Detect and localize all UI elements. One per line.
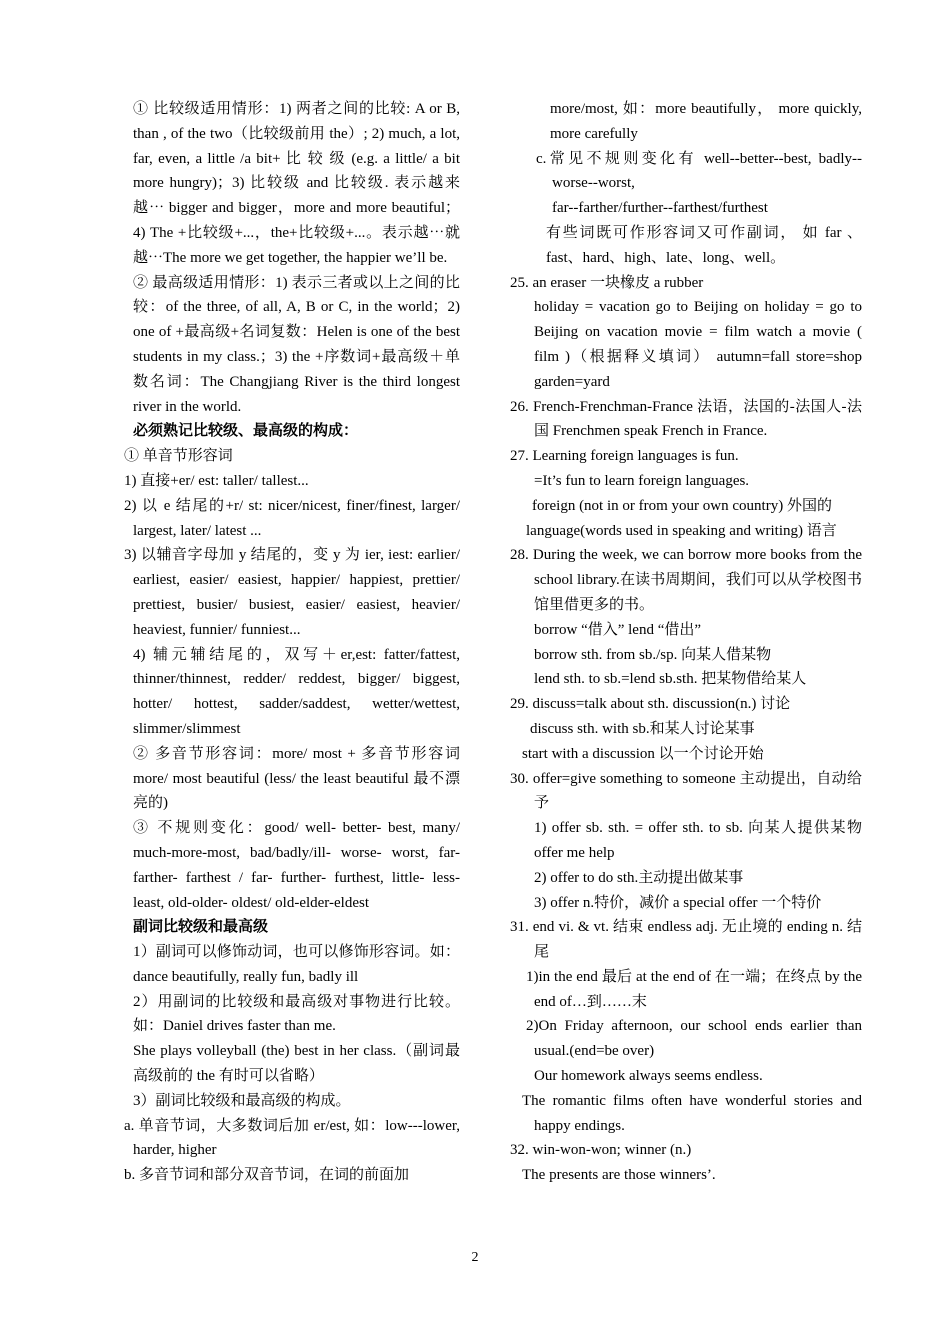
- left-paragraph-6: 3) 以辅音字母加 y 结尾的，变 y 为 ier, iest: earlier/ earliest, easier/ easiest, happier/ happiest, prettier/ prettiest, busier/ busiest, easier/ easiest, heavier/ heaviest, funnier/ funniest...: [124, 547, 460, 638]
- right-paragraph-4: 25. an eraser 一块橡皮 a rubber: [510, 274, 704, 291]
- right-paragraph-6: 26. French-Frenchman-France 法语，法国的-法国人-法国 Frenchmen speak French in France.: [510, 398, 862, 440]
- left-paragraph-2: 必须熟记比较级、最高级的构成：: [133, 423, 359, 440]
- left-paragraph-5: 2) 以 e 结尾的+r/ st: nicer/nicest, finer/finest, larger/ largest, later/ latest ...: [124, 497, 460, 539]
- left-paragraph-7: 4) 辅元辅结尾的，双写＋er,est: fatter/fattest, thinner/thinnest, redder/ reddest, bigger/ biggest, hotter/ hottest, sadder/saddest, wetter/wettest, slimmer/slimmest: [133, 646, 460, 737]
- right-paragraph-3: 有些词既可作形容词又可作副词， 如 far 、fast、hard、high、late、long、well。: [546, 224, 862, 266]
- page-number: 2: [471, 1250, 479, 1265]
- left-paragraph-4: 1) 直接+er/ est: taller/ tallest...: [124, 472, 309, 489]
- left-paragraph-1: ② 最高级适用情形：1) 表示三者或以上之间的比较：of the three, of all, A, B or C, in the world；2) one of +最高级+名词复数：Helen is one of the best students in my class.；3) the +序数词+最高级＋单数名词：The Changjiang River is the third longest river in the world.: [133, 274, 460, 415]
- right-paragraph-5: holiday = vacation go to Beijing on holiday = go to Beijing on vacation movie = film watch a movie ( film )（根据释义填词） autumn=fall store=shop garden=yard: [534, 299, 862, 390]
- right-paragraph-19: 1) offer sb. sth. = offer sth. to sb. 向某人提供某物 offer me help: [534, 820, 862, 861]
- left-paragraph-9: ③ 不规则变化：good/ well- better- best, many/ much-more-most, bad/badly/ill- worse- worst, far- farther- farthest / far- further- furthest, little- less-least, old-older- oldest/ old-elder-eldest: [133, 820, 460, 911]
- left-paragraph-12: 2）用副词的比较级和最高级对事物进行比较。如：Daniel drives faster than me.: [133, 993, 460, 1035]
- right-paragraph-21: 3) offer n.特价，减价 a special offer 一个特价: [534, 894, 822, 911]
- right-paragraph-9: foreign (not in or from your own country) 外国的: [532, 497, 832, 514]
- right-paragraph-17: start with a discussion 以一个讨论开始: [522, 745, 764, 762]
- right-paragraph-10: language(words used in speaking and writing) 语言: [526, 522, 837, 539]
- right-paragraph-2: far--farther/further--farthest/furthest: [552, 200, 768, 217]
- right-paragraph-8: =It’s fun to learn foreign languages.: [534, 472, 750, 489]
- left-paragraph-3: ① 单音节形容词: [124, 448, 233, 465]
- right-paragraph-12: borrow “借入” lend “借出”: [534, 621, 702, 638]
- left-column: [124, 97, 460, 1188]
- left-paragraph-14: 3）副词比较级和最高级的构成。: [133, 1092, 351, 1109]
- left-paragraph-0: ① 比较级适用情形：1) 两者之间的比较: A or B, than , of the two（比较级前用 the）; 2) much, a lot, far, even, a little /a bit+ 比 较 级 (e.g. a little/ a bit more hungry)；3) 比较级 and 比较级. 表示越来越⋯ bigger and bigger，more and more beautiful；4) The +比较级+...，the+比较级+...。表示越⋯就越⋯The more we get together, the happier we’ll be.: [133, 101, 460, 266]
- right-paragraph-16: discuss sth. with sb.和某人讨论某事: [530, 720, 755, 737]
- left-paragraph-13: She plays volleyball (the) best in her class.（副词最高级前的 the 有时可以省略）: [133, 1043, 460, 1085]
- right-paragraph-13: borrow sth. from sb./sp. 向某人借某物: [534, 646, 772, 663]
- right-paragraph-23: 1)in the end 最后 at the end of 在一端；在终点 by the end of…到……末: [526, 968, 862, 1010]
- right-paragraph-18: 30. offer=give something to someone 主动提出，自动给予: [510, 770, 862, 812]
- left-paragraph-16: b. 多音节词和部分双音节词，在词的前面加: [124, 1167, 410, 1184]
- right-paragraph-26: The romantic films often have wonderful stories and happy endings.: [522, 1092, 862, 1134]
- right-paragraph-15: 29. discuss=talk about sth. discussion(n.) 讨论: [510, 696, 791, 713]
- left-paragraph-8: ② 多音节形容词：more/ most + 多音节形容词 more/ most beautiful (less/ the least beautiful 最不漂亮的): [133, 745, 460, 812]
- left-paragraph-10: 副词比较级和最高级: [133, 919, 269, 936]
- right-paragraph-28: The presents are those winners’.: [522, 1167, 716, 1184]
- right-column: [510, 97, 862, 1188]
- right-paragraph-11: 28. During the week, we can borrow more books from the school library.在读书周期间，我们可以从学校图书馆里借更多的书。: [510, 547, 862, 613]
- right-paragraph-27: 32. win-won-won; winner (n.): [510, 1142, 692, 1159]
- right-paragraph-22: 31. end vi. & vt. 结束 endless adj. 无止境的 ending n. 结尾: [510, 919, 862, 961]
- right-paragraph-0: more/most, 如：more beautifully， more quickly, more carefully: [550, 101, 862, 142]
- right-paragraph-14: lend sth. to sb.=lend sb.sth. 把某物借给某人: [534, 671, 807, 688]
- right-paragraph-20: 2) offer to do sth.主动提出做某事: [534, 869, 744, 886]
- right-paragraph-24: 2)On Friday afternoon, our school ends earlier than usual.(end=be over): [526, 1018, 862, 1060]
- left-paragraph-15: a. 单音节词，大多数词后加 er/est, 如：low---lower, harder, higher: [124, 1117, 460, 1159]
- right-paragraph-7: 27. Learning foreign languages is fun.: [510, 448, 739, 465]
- left-paragraph-11: 1）副词可以修饰动词，也可以修饰形容词。如： dance beautifully, really fun, badly ill: [133, 944, 460, 985]
- right-paragraph-25: Our homework always seems endless.: [534, 1068, 763, 1085]
- right-paragraph-1: c.常见不规则变化有 well--better--best, badly--worse--worst,: [536, 150, 862, 192]
